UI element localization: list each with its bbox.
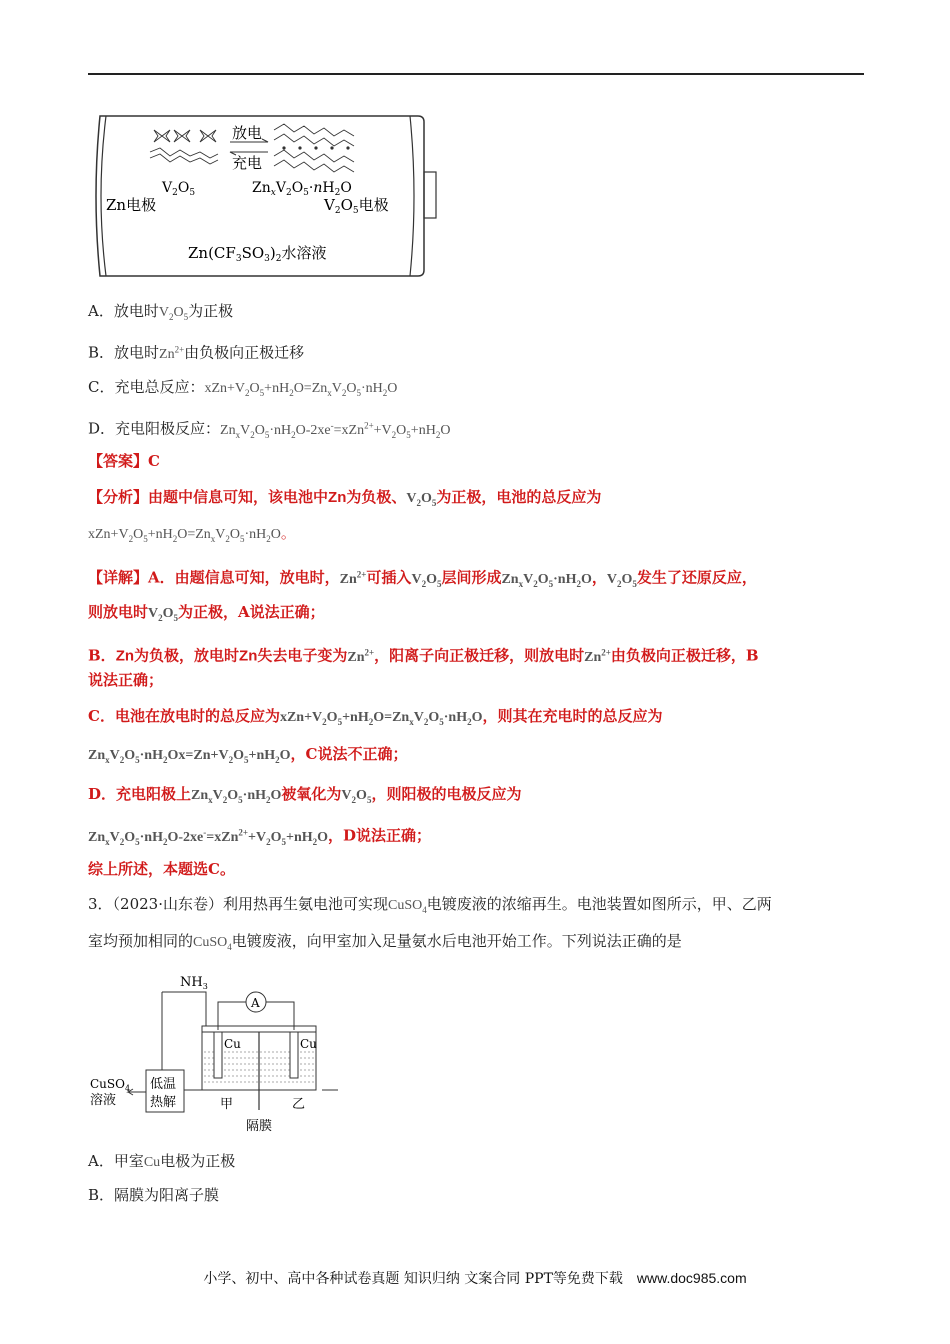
detail-a-line2: 则放电时$V_2O_5$为正极，A说法正确； bbox=[88, 603, 325, 623]
detail-b-line2: 说法正确； bbox=[88, 671, 164, 689]
detail-c-line2: $Zn_xV_2O_5\cdot nH_2Ox=Zn+V_2O_5+nH_2O$，C说法不正确； bbox=[88, 745, 408, 765]
option-d: D．充电阳极反应：$Zn_xV_2O_5\cdot nH_2O-2xe^-=xZn^{2+}+V_2O_5+nH_2O$ bbox=[88, 419, 451, 440]
zn-electrode-label: Zn电极 bbox=[106, 196, 157, 214]
option-c: C．充电总反应：$xZn+V_2O_5+nH_2O=Zn_xV_2O_5\cdot nH_2O$ bbox=[88, 378, 398, 398]
yi-label: 乙 bbox=[292, 1097, 306, 1112]
detail-a-line1: 【详解】A．由题信息可知，放电时，$Zn^{2+}$可插入$V_2O_5$层间形成$Zn_xV_2O_5\cdot nH_2O$，$V_2O_5$发生了还原反应， bbox=[88, 568, 757, 589]
left-material-label: $V_2O_5$ bbox=[162, 180, 196, 198]
option-b-suffix: 由负极向正极迁移 bbox=[184, 343, 305, 362]
cu-right-label: Cu bbox=[300, 1037, 317, 1051]
option-d-prefix: D．充电阳极反应： bbox=[88, 419, 221, 438]
q3-stem-line1: 3．（2023·山东卷）利用热再生氨电池可实现CuSO$_4$电镀废液的浓缩再生。电池装置如图所示，甲、乙两 bbox=[88, 895, 772, 915]
electrolyte-label: $Zn(CF_3SO_3)_2$水溶液 bbox=[188, 244, 327, 264]
detail-c-line1: C．电池在放电时的总反应为$xZn+V_2O_5+nH_2O=Zn_xV_2O_5\cdot nH_2O$，则其在充电时的总反应为 bbox=[88, 707, 663, 727]
detail-d-line2: $Zn_xV_2O_5\cdot nH_2O-2xe^-=xZn^{2+}+V_2O_5+nH_2O$，D说法正确； bbox=[88, 826, 432, 847]
answer bbox=[88, 450, 160, 472]
charge-label: 充电 bbox=[232, 154, 263, 172]
footer-text: 小学、初中、高中各种试卷真题 知识归纳 文案合同 PPT等免费下载 bbox=[203, 1271, 623, 1287]
battery-figure bbox=[88, 110, 438, 282]
v2o5-electrode-label: $V_2O_5$电极 bbox=[324, 196, 389, 216]
nh3-label: $NH_3$ bbox=[180, 975, 208, 991]
header-rule bbox=[88, 73, 864, 75]
ammeter-label: A bbox=[251, 996, 260, 1010]
product-label: $Zn_xV_2O_5\cdot nH_2O$ bbox=[252, 180, 352, 198]
option-c-prefix: C．充电总反应： bbox=[88, 378, 205, 396]
cuso4-label: CuSO$_4$ bbox=[90, 1077, 131, 1093]
q3-option-a: A．甲室Cu电极为正极 bbox=[88, 1152, 236, 1170]
low-temp-label: 低温 bbox=[150, 1077, 177, 1092]
discharge-label: 放电 bbox=[232, 124, 263, 142]
analysis-line1: 【分析】由题中信息可知，该电池中Zn为负极、$V_2O_5$为正极，电池的总反应为 bbox=[88, 488, 602, 508]
analysis-line2: $xZn+V_2O_5+nH_2O=Zn_xV_2O_5\cdot nH_2O$。 bbox=[88, 524, 296, 544]
footer bbox=[0, 1268, 950, 1288]
detail-d-line1: D．充电阳极上$Zn_xV_2O_5\cdot nH_2O$被氧化为$V_2O_5$，则阳极的电极反应为 bbox=[88, 785, 522, 805]
option-b-prefix: B．放电时 bbox=[88, 343, 160, 362]
cu-left-label: Cu bbox=[224, 1037, 241, 1051]
pyrolysis-label: 热解 bbox=[150, 1095, 177, 1110]
footer-site-link[interactable]: www.doc985.com bbox=[636, 1270, 747, 1286]
ammonia-battery-figure bbox=[88, 970, 348, 1140]
jia-label: 甲 bbox=[220, 1097, 234, 1112]
option-b: B．放电时$Zn^{2+}$由负极向正极迁移 bbox=[88, 343, 305, 362]
option-a-suffix: 为正极 bbox=[188, 302, 234, 320]
solution-label: 溶液 bbox=[90, 1093, 117, 1108]
q3-option-b: B．隔膜为阳离子膜 bbox=[88, 1186, 220, 1204]
summary: 综上所述，本题选C。 bbox=[88, 860, 235, 878]
answer-label: 【答案】 bbox=[88, 452, 149, 470]
option-a-prefix: A．放电时 bbox=[88, 302, 159, 320]
option-a: A．放电时$V_2O_5$为正极 bbox=[88, 302, 234, 322]
q3-stem-line2: 室均预加相同的CuSO$_4$电镀废液，向甲室加入足量氨水后电池开始工作。下列说法正确的是 bbox=[88, 932, 682, 952]
detail-b-line1: B．Zn为负极，放电时Zn失去电子变为$Zn^{2+}$，阳离子向正极迁移，则放电时$Zn^{2+}$由负极向正极迁移，B bbox=[88, 646, 759, 665]
membrane-label: 隔膜 bbox=[246, 1119, 273, 1134]
answer-value: C bbox=[148, 452, 160, 470]
